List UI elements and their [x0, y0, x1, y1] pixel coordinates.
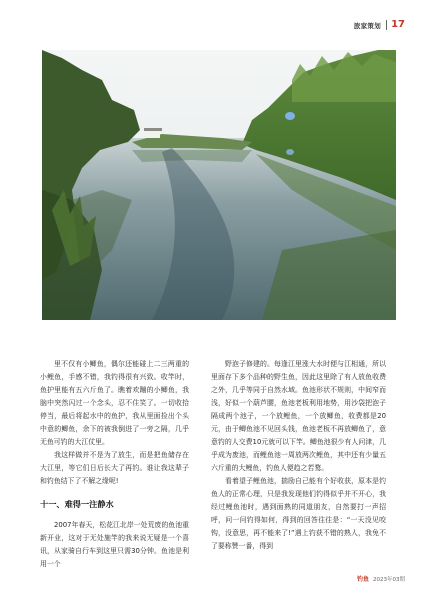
- body-paragraph: 野泡子修建的。每逢江里涨大水时便与江相通，所以里面存下多个品种的野生鱼，因此这里除了有人放鱼收费之外，几乎等同于自然水域。鱼池形状不规则，中间窄而浅，好似一个葫芦腰，鱼池老板利用地势，用沙袋把泡子隔成两个池子，一个放鲤鱼，一个放鲫鱼，收费都是20元，由于鲫鱼池不见回头钱，鱼池老板不再放鲫鱼了，意意钓的人交费10元就可以下竿。鲫鱼池很少有人问津，几乎成为废池，而鲤鱼池一周放两次鲤鱼，其中还有少量五六斤重的大鲤鱼，钓鱼人便趋之若鹜。: [211, 360, 386, 472]
- right-text-column: [211, 358, 386, 553]
- body-paragraph: 看着望子鲤鱼池，揣励自己能有个好收获，原本是钓鱼人的正常心理，只是我发现他们钓得似乎并不开心，我经过鲤鱼池时，遇到面熟的同道朋友，自然要打一声招呼，问一问钓得如何，得到的回答往往是：“一天没见咬钩，没意思，再不能来了!”遇上钓获不错的熟人，我免不了要称赞一番，得到: [211, 477, 386, 550]
- page-number: 17: [391, 19, 405, 30]
- left-text-column: [40, 358, 189, 571]
- column-name: 旅家策划: [353, 22, 381, 30]
- lake-photo: [42, 50, 396, 320]
- page-footer: [357, 574, 405, 583]
- body-paragraph: 2007年春天，松花江北岸一处荒废的鱼池重新开业，这对于无处施竿的我来说无疑是一个喜讯，从家骑自行车到这里只需30分钟。鱼池是利用一个: [40, 521, 189, 568]
- page-header: [0, 0, 427, 36]
- magazine-logo: 钓鱼: [356, 576, 369, 583]
- header-divider: [386, 20, 387, 30]
- body-paragraph: 我这样做并不是为了放生，而是把鱼储存在大江里，等它们日后长大了再钓。谁让我这辈子和钓鱼结下了不解之缘呢!: [40, 451, 189, 485]
- body-paragraph: 里不仅有小鲫鱼，偶尔还能碰上二三两重的小鲤鱼，手感不错，我钓得很有兴致。收竿时，鱼护里能有五六斤鱼了。瞧着欢蹦的小鲫鱼，我脑中突然闪过一个念头，忍不住笑了。一切收拾停当，最后将起水中的鱼护，我从里面捡出个头中意的鲫鱼，余下的被我倒进了一旁之隔，几乎无鱼可钓的大江仗里。: [40, 360, 189, 446]
- section-heading: 十一、难得一注静水: [40, 499, 114, 509]
- issue-label: 2023年03期: [373, 576, 405, 583]
